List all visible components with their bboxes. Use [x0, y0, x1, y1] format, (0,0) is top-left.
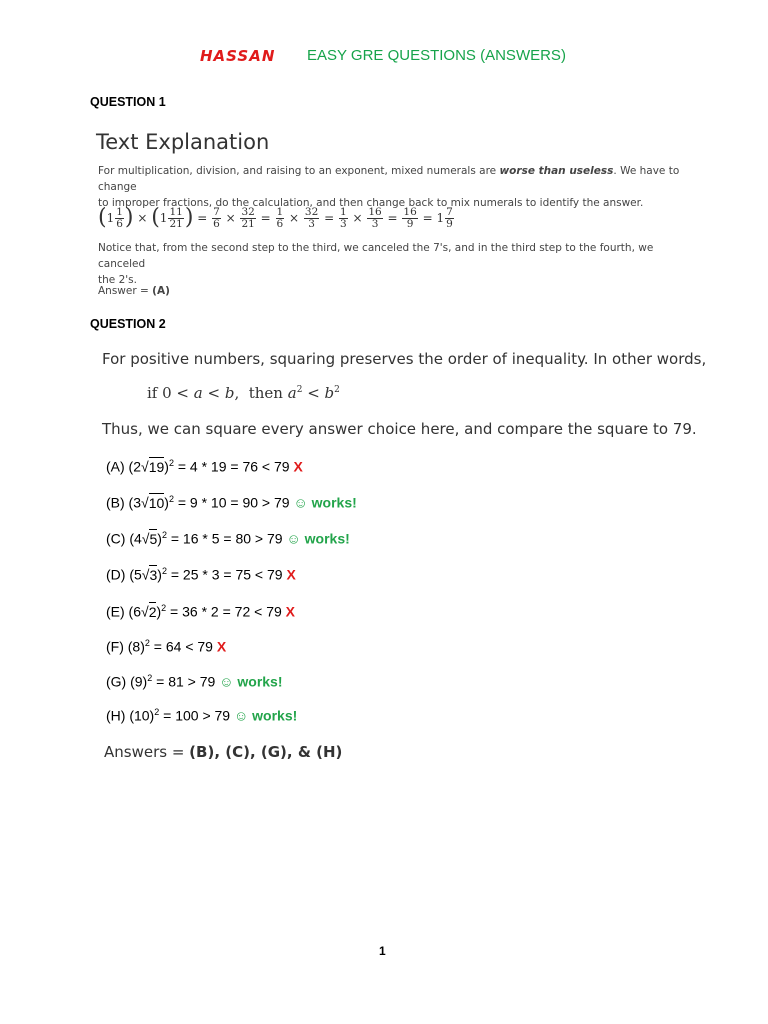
q2-inequality: if 0 < a < b, then $a^2 < b^2$: [147, 384, 340, 402]
brand-logo: HASSAN: [200, 47, 276, 65]
answer-row-e: (E) $(6√2)^2 = 36 * 2 = 72 < 79$ X: [106, 603, 296, 620]
document-title: EASY GRE QUESTIONS (ANSWERS): [307, 47, 566, 64]
answer-row-f: (F) $(8)^2 = 64 < 79$ X: [106, 638, 227, 655]
page-number: 1: [379, 944, 386, 958]
q2-method: Thus, we can square every answer choice here, and compare the square to 79.: [102, 420, 697, 438]
answer-row-h: (H) $(10)^2 = 100 > 79$ ☺ works!: [106, 707, 298, 724]
answer-row-a: (A) $(2√19)^2 = 4 * 19 = 76 < 79$ X: [106, 458, 303, 475]
answer-row-d: (D) $(5√3)^2 = 25 * 3 = 75 < 79$ X: [106, 566, 296, 583]
q1-equation: ( 1 $\frac{1}{6}$ ) × ( 1 $\frac{11}{21}$ ) = $\frac{7}{6}$ × $\frac{32}{21}$ = $\frac{1}{6}$ × $\frac{32}{3}$ = $\frac{1}{3}$ × $\frac{16}{3}$ = $\frac{16}{9}$ = 1 $\frac{7}{9}$: [98, 205, 453, 230]
smile-icon: ☺: [233, 707, 249, 724]
text-explanation-title: Text Explanation: [96, 130, 270, 154]
question-1-heading: QUESTION 1: [90, 95, 166, 109]
q1-answer: Answer = (A): [98, 285, 170, 297]
answer-row-c: (C) $(4√5)^2 = 16 * 5 = 80 > 79$ ☺ works!: [106, 530, 350, 547]
q2-intro: For positive numbers, squaring preserves the order of inequality. In other words,: [102, 350, 707, 368]
q2-answers: Answers = (B), (C), (G), & (H): [104, 743, 343, 761]
smile-icon: ☺: [293, 494, 308, 511]
smile-icon: ☺: [286, 530, 301, 547]
answer-row-g: (G) $(9)^2 = 81 > 79$ ☺ works!: [106, 673, 283, 690]
answer-row-b: (B) $(3√10)^2 = 9 * 10 = 90 > 79$ ☺ works!: [106, 494, 357, 511]
smile-icon: ☺: [219, 673, 234, 690]
q1-paragraph-2: Notice that, from the second step to the third, we canceled the 7's, and in the third step to the fourth, we canceled the 2's.: [98, 242, 654, 286]
question-2-heading: QUESTION 2: [90, 317, 166, 331]
q1-paragraph-1: For multiplication, division, and raising to an exponent, mixed numerals are worse than useless. We have to change to improper fractions, do the calculation, and then change back to mix numerals to identify the answer.: [98, 165, 680, 209]
